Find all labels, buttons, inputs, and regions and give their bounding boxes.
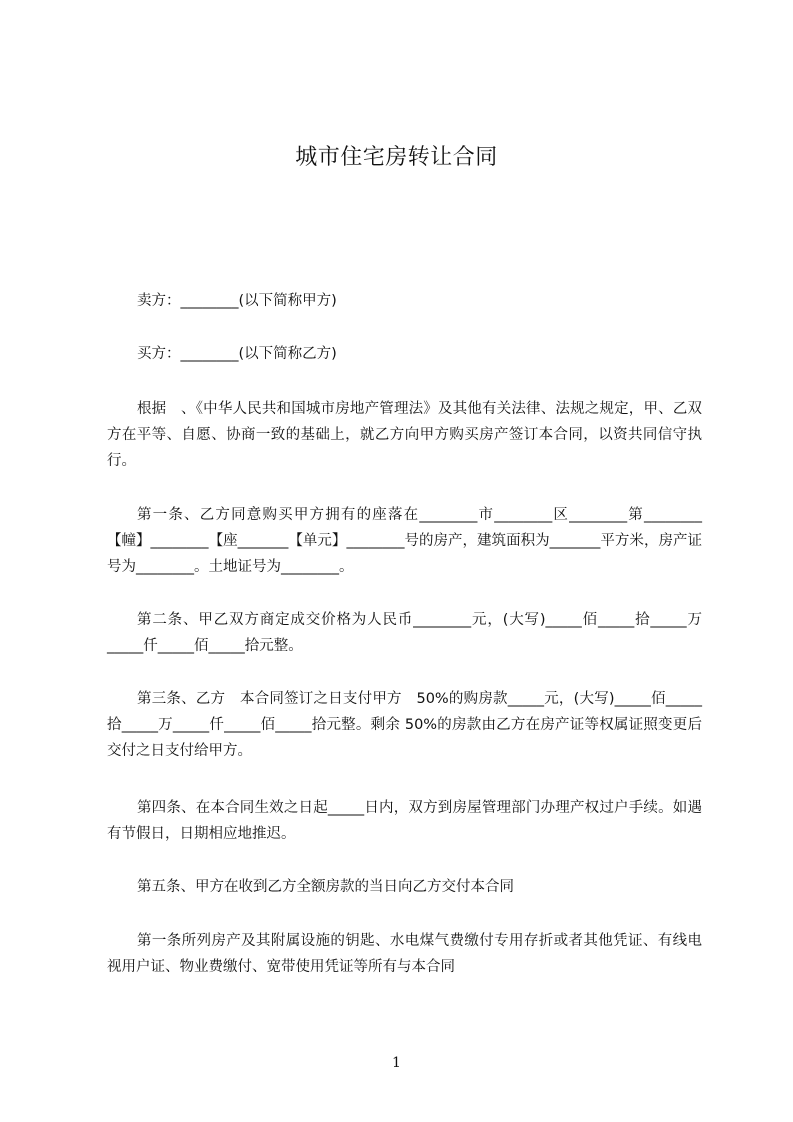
article-3-paragraph: 第三条、乙方 本合同签订之日支付甲方 50%的购房款_____元，(大写)_____佰_____拾_____万_____仟_____佰_____拾元整。剩余 50%的房款由乙方在房产证等权属证照变更后交付之日支付给甲方。: [107, 691, 702, 759]
page-number: 1: [392, 1055, 401, 1071]
preamble-paragraph: 根据 、《中华人民共和国城市房地产管理法》及其他有关法律、法规之规定，甲、乙双方在平等、自愿、协商一致的基础上，就乙方向甲方购买房产签订本合同，以资共同信守执行。: [107, 401, 702, 469]
article-5-paragraph: 第五条、甲方在收到乙方全额房款的当日向乙方交付本合同: [137, 879, 514, 895]
article-5-continuation: 第一条所列房产及其附属设施的钥匙、水电煤气费缴付专用存折或者其他凭证、有线电视用户证、物业费缴付、宽带使用凭证等所有与本合同: [107, 933, 702, 975]
article-2-paragraph: 第二条、甲乙双方商定成交价格为人民币________元，(大写)_____佰_____拾_____万_____仟_____佰_____拾元整。: [107, 612, 702, 654]
article-4-paragraph: 第四条、在本合同生效之日起_____日内，双方到房屋管理部门办理产权过户手续。如遇有节假日，日期相应地推迟。: [107, 800, 702, 842]
seller-line: 卖方：________(以下简称甲方): [137, 293, 337, 309]
document-title: 城市住宅房转让合同: [295, 145, 498, 170]
article-1-paragraph: 第一条、乙方同意购买甲方拥有的座落在________市________区________第________【幢】________【座_______【单元】________号的房产，建筑面积为_______平方米，房产证号为________。土地证号为________。: [107, 507, 702, 575]
buyer-line: 买方：________(以下简称乙方): [137, 346, 337, 362]
